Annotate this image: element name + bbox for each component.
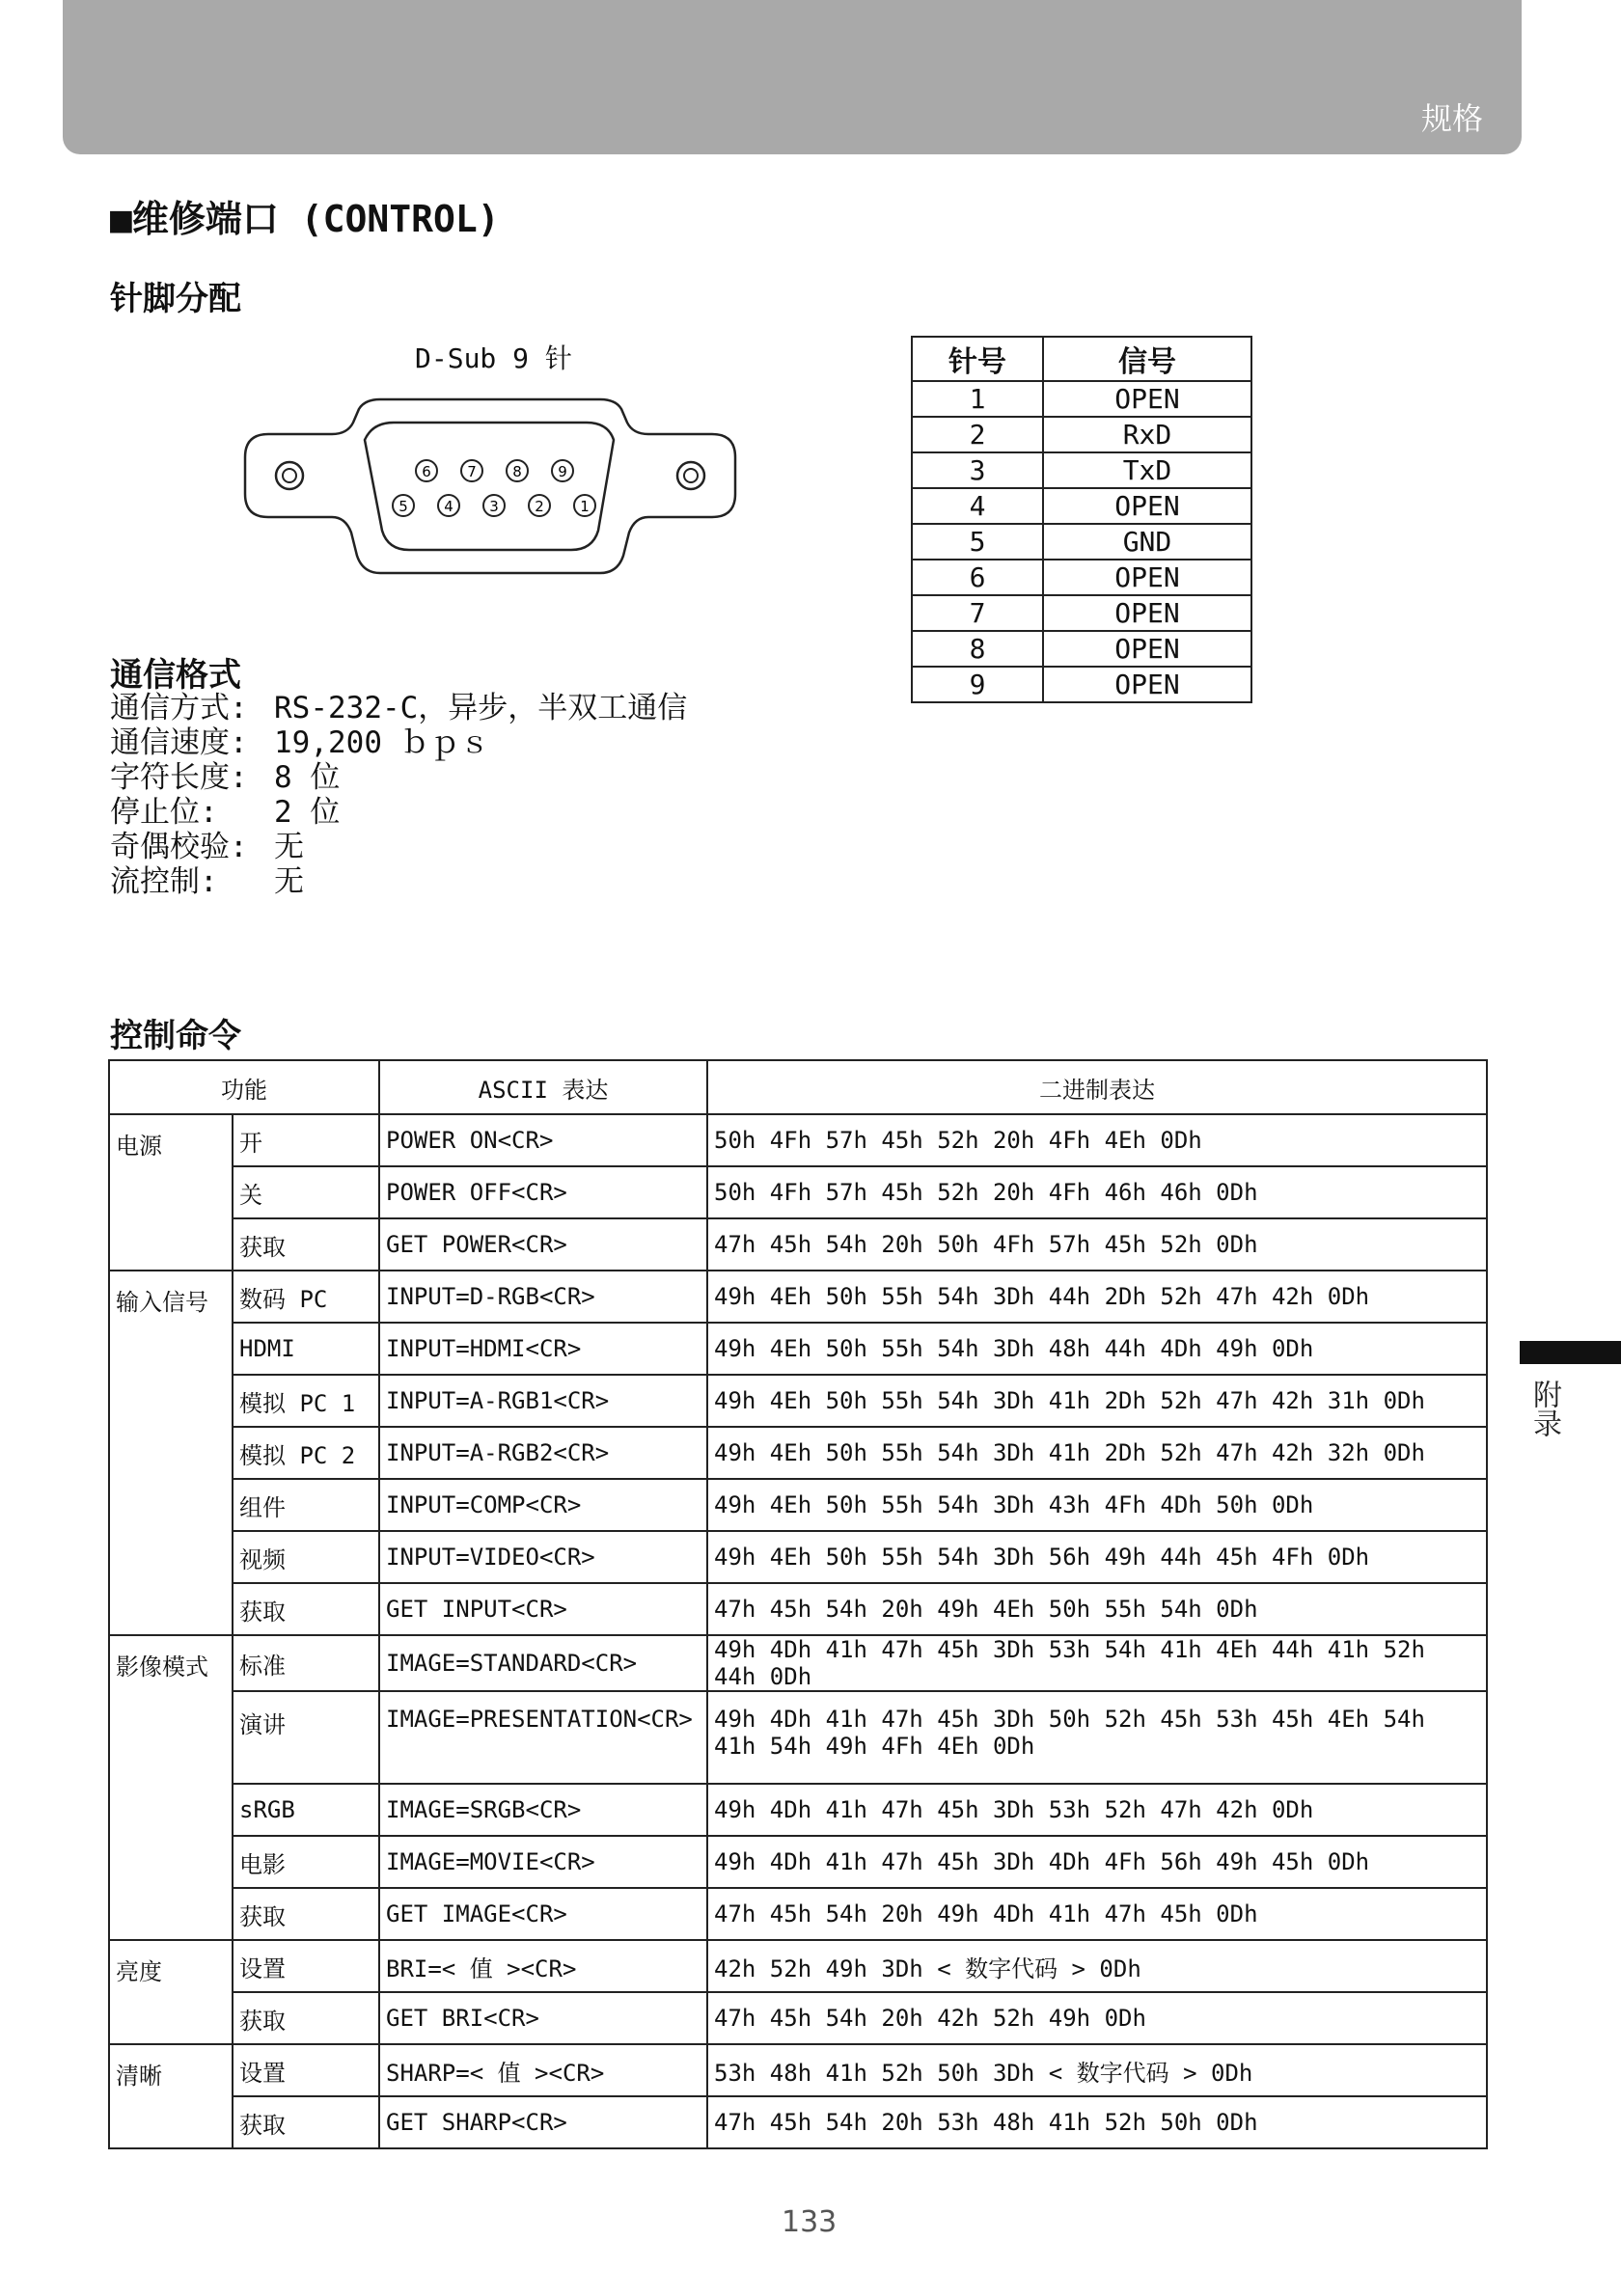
command-binary: 47h 45h 54h 20h 49h 4Dh 41h 47h 45h 0Dh: [707, 1888, 1487, 1940]
comm-format-heading: 通信格式: [110, 656, 241, 695]
command-ascii: SHARP=< 值 ><CR>: [379, 2044, 707, 2096]
command-subfunction: 设置: [233, 1940, 379, 1992]
pin-number: 2: [912, 417, 1043, 452]
command-binary: 49h 4Eh 50h 55h 54h 3Dh 41h 2Dh 52h 47h 42h 31h 0Dh: [707, 1375, 1487, 1427]
command-binary: 49h 4Dh 41h 47h 45h 3Dh 53h 54h 41h 4Eh 44h 41h 52h 44h 0Dh: [707, 1635, 1487, 1691]
command-row: [109, 1583, 1487, 1635]
connector-pin-1: [574, 495, 595, 516]
appendix-side-tab: [1520, 1341, 1621, 1364]
command-ascii: INPUT=COMP<CR>: [379, 1479, 707, 1531]
connector-pin-label: 9: [558, 463, 567, 480]
command-binary: 49h 4Eh 50h 55h 54h 3Dh 48h 44h 4Dh 49h 0Dh: [707, 1323, 1487, 1375]
comm-format-key: 奇偶校验:: [110, 830, 248, 864]
pin-table-row: [912, 631, 1251, 667]
command-subfunction: 获取: [233, 1218, 379, 1271]
pin-signal: OPEN: [1043, 667, 1251, 702]
command-ascii: GET SHARP<CR>: [379, 2096, 707, 2148]
pin-table-row: [912, 417, 1251, 452]
page-number: 133: [782, 2205, 838, 2239]
command-ascii: INPUT=A-RGB1<CR>: [379, 1375, 707, 1427]
pin-assignment-heading: 针脚分配: [110, 280, 241, 318]
connector-pin-6: [416, 460, 437, 481]
command-subfunction: 获取: [233, 2096, 379, 2148]
command-binary: 49h 4Eh 50h 55h 54h 3Dh 41h 2Dh 52h 47h 42h 32h 0Dh: [707, 1427, 1487, 1479]
command-row: [109, 1114, 1487, 1166]
command-ascii: INPUT=HDMI<CR>: [379, 1323, 707, 1375]
command-binary: 49h 4Eh 50h 55h 54h 3Dh 44h 2Dh 52h 47h 42h 0Dh: [707, 1271, 1487, 1323]
command-row: [109, 1531, 1487, 1583]
comm-format-key: 流控制:: [110, 864, 218, 899]
command-subfunction: 获取: [233, 1888, 379, 1940]
command-row: [109, 1635, 1487, 1691]
command-row: [109, 1323, 1487, 1375]
comm-format-item: [110, 830, 687, 864]
connector-pin-label: 1: [580, 498, 590, 515]
command-group-name: 电源: [109, 1114, 233, 1271]
command-row: [109, 1218, 1487, 1271]
command-ascii: POWER ON<CR>: [379, 1114, 707, 1166]
pin-number: 7: [912, 595, 1043, 631]
command-ascii: BRI=< 值 ><CR>: [379, 1940, 707, 1992]
pin-table-header-pin: 针号: [912, 337, 1043, 381]
pin-table-row: [912, 667, 1251, 702]
command-ascii: GET BRI<CR>: [379, 1992, 707, 2044]
command-binary: 50h 4Fh 57h 45h 52h 20h 4Fh 46h 46h 0Dh: [707, 1166, 1487, 1218]
comm-format-value: 2 位: [274, 795, 341, 830]
command-subfunction: sRGB: [233, 1784, 379, 1836]
comm-format-key: 通信速度:: [110, 725, 248, 760]
command-binary: 47h 45h 54h 20h 42h 52h 49h 0Dh: [707, 1992, 1487, 2044]
comm-format-item: [110, 691, 687, 725]
command-row: [109, 1836, 1487, 1888]
connector-pin-5: [393, 495, 414, 516]
pin-number: 5: [912, 524, 1043, 560]
mount-hole-left: [276, 462, 303, 489]
command-group-name: 输入信号: [109, 1271, 233, 1635]
command-subfunction: 获取: [233, 1992, 379, 2044]
connector-pin-label: 5: [398, 498, 408, 515]
command-ascii: IMAGE=MOVIE<CR>: [379, 1836, 707, 1888]
command-row: [109, 1166, 1487, 1218]
command-ascii: IMAGE=PRESENTATION<CR>: [379, 1691, 707, 1784]
connector-face-outline: [365, 423, 614, 550]
pin-table-row: [912, 488, 1251, 524]
pin-signal: OPEN: [1043, 631, 1251, 667]
command-ascii: INPUT=VIDEO<CR>: [379, 1531, 707, 1583]
pin-table-header-signal: 信号: [1043, 337, 1251, 381]
connector-pin-2: [529, 495, 550, 516]
command-ascii: INPUT=D-RGB<CR>: [379, 1271, 707, 1323]
command-ascii: IMAGE=STANDARD<CR>: [379, 1635, 707, 1691]
command-binary: 42h 52h 49h 3Dh < 数字代码 > 0Dh: [707, 1940, 1487, 1992]
pin-number: 8: [912, 631, 1043, 667]
connector-pin-9: [552, 460, 573, 481]
comm-format-item: [110, 795, 687, 830]
command-binary: 49h 4Dh 41h 47h 45h 3Dh 4Dh 4Fh 56h 49h 45h 0Dh: [707, 1836, 1487, 1888]
comm-format-key: 通信方式:: [110, 691, 248, 725]
connector-pin-4: [438, 495, 459, 516]
comm-format-item: [110, 760, 687, 795]
command-subfunction: HDMI: [233, 1323, 379, 1375]
command-ascii: GET IMAGE<CR>: [379, 1888, 707, 1940]
mount-hole-right: [677, 462, 704, 489]
comm-format-key: 停止位:: [110, 795, 218, 830]
pin-signal: OPEN: [1043, 595, 1251, 631]
command-ascii: GET INPUT<CR>: [379, 1583, 707, 1635]
connector-pin-label: 3: [489, 498, 499, 515]
comm-format-value: 19,200 ｂｐｓ: [274, 725, 490, 760]
command-binary: 49h 4Dh 41h 47h 45h 3Dh 50h 52h 45h 53h 45h 4Eh 54h 41h 54h 49h 4Fh 4Eh 0Dh: [707, 1691, 1487, 1784]
command-row: [109, 1691, 1487, 1784]
pin-signal: GND: [1043, 524, 1251, 560]
pin-signal: OPEN: [1043, 560, 1251, 595]
command-group-name: 影像模式: [109, 1635, 233, 1940]
connector-label: D-Sub 9 针: [415, 342, 572, 374]
command-ascii: GET POWER<CR>: [379, 1218, 707, 1271]
command-subfunction: 演讲: [233, 1691, 379, 1784]
header-title: 规格: [1420, 100, 1483, 137]
command-ascii: POWER OFF<CR>: [379, 1166, 707, 1218]
connector-pin-label: 4: [444, 498, 453, 515]
connector-pin-label: 8: [512, 463, 522, 480]
pin-number: 3: [912, 452, 1043, 488]
pin-number: 9: [912, 667, 1043, 702]
command-binary: 47h 45h 54h 20h 53h 48h 41h 52h 50h 0Dh: [707, 2096, 1487, 2148]
command-binary: 49h 4Dh 41h 47h 45h 3Dh 53h 52h 47h 42h 0Dh: [707, 1784, 1487, 1836]
pin-signal: OPEN: [1043, 488, 1251, 524]
pin-number: 1: [912, 381, 1043, 417]
command-subfunction: 标准: [233, 1635, 379, 1691]
command-row: [109, 1271, 1487, 1323]
connector-pin-label: 6: [422, 463, 431, 480]
pin-table-row: [912, 381, 1251, 417]
command-subfunction: 电影: [233, 1836, 379, 1888]
pin-signal: TxD: [1043, 452, 1251, 488]
command-row: [109, 2044, 1487, 2096]
command-binary: 47h 45h 54h 20h 50h 4Fh 57h 45h 52h 0Dh: [707, 1218, 1487, 1271]
commands-heading: 控制命令: [110, 1017, 241, 1055]
connector-pin-label: 7: [467, 463, 477, 480]
comm-format-item: [110, 864, 687, 899]
connector-pin-8: [507, 460, 528, 481]
command-header-ascii: ASCII 表达: [379, 1060, 707, 1114]
pin-number: 4: [912, 488, 1043, 524]
pin-signal: RxD: [1043, 417, 1251, 452]
command-binary: 50h 4Fh 57h 45h 52h 20h 4Fh 4Eh 0Dh: [707, 1114, 1487, 1166]
command-subfunction: 模拟 PC 2: [233, 1427, 379, 1479]
command-row: [109, 1784, 1487, 1836]
command-row: [109, 1940, 1487, 1992]
comm-format-value: RS-232-C，异步，半双工通信: [274, 691, 688, 725]
command-subfunction: 获取: [233, 1583, 379, 1635]
comm-format-list: [110, 691, 687, 899]
connector-pin-7: [461, 460, 482, 481]
dsub9-connector-diagram: [239, 396, 741, 579]
appendix-side-label: 附录: [1527, 1380, 1561, 1437]
command-binary: 53h 48h 41h 52h 50h 3Dh < 数字代码 > 0Dh: [707, 2044, 1487, 2096]
comm-format-value: 无: [274, 830, 304, 864]
command-subfunction: 开: [233, 1114, 379, 1166]
pin-signal: OPEN: [1043, 381, 1251, 417]
header-bar: [63, 0, 1522, 154]
command-subfunction: 关: [233, 1166, 379, 1218]
pin-table: [911, 336, 1252, 703]
pin-table-row: [912, 560, 1251, 595]
connector-pin-3: [483, 495, 505, 516]
pin-table-row: [912, 595, 1251, 631]
command-row: [109, 1375, 1487, 1427]
command-header-function: 功能: [109, 1060, 379, 1114]
command-group-name: 清晰: [109, 2044, 233, 2148]
command-row: [109, 1992, 1487, 2044]
section-title: ■维修端口 (CONTROL): [110, 198, 500, 240]
command-subfunction: 设置: [233, 2044, 379, 2096]
command-header-binary: 二进制表达: [707, 1060, 1487, 1114]
command-binary: 49h 4Eh 50h 55h 54h 3Dh 43h 4Fh 4Dh 50h 0Dh: [707, 1479, 1487, 1531]
connector-shell-outline: [245, 399, 735, 573]
comm-format-value: 无: [274, 864, 304, 899]
command-ascii: IMAGE=SRGB<CR>: [379, 1784, 707, 1836]
command-binary: 47h 45h 54h 20h 49h 4Eh 50h 55h 54h 0Dh: [707, 1583, 1487, 1635]
command-subfunction: 模拟 PC 1: [233, 1375, 379, 1427]
pin-table-row: [912, 524, 1251, 560]
pin-table-row: [912, 452, 1251, 488]
command-row: [109, 2096, 1487, 2148]
comm-format-key: 字符长度:: [110, 760, 248, 795]
command-row: [109, 1888, 1487, 1940]
command-subfunction: 组件: [233, 1479, 379, 1531]
command-row: [109, 1427, 1487, 1479]
comm-format-value: 8 位: [274, 760, 341, 795]
command-table: [108, 1059, 1488, 2149]
command-subfunction: 视频: [233, 1531, 379, 1583]
command-group-name: 亮度: [109, 1940, 233, 2044]
pin-number: 6: [912, 560, 1043, 595]
command-binary: 49h 4Eh 50h 55h 54h 3Dh 56h 49h 44h 45h 4Fh 0Dh: [707, 1531, 1487, 1583]
command-subfunction: 数码 PC: [233, 1271, 379, 1323]
command-row: [109, 1479, 1487, 1531]
comm-format-item: [110, 725, 687, 760]
command-ascii: INPUT=A-RGB2<CR>: [379, 1427, 707, 1479]
connector-pin-label: 2: [535, 498, 544, 515]
